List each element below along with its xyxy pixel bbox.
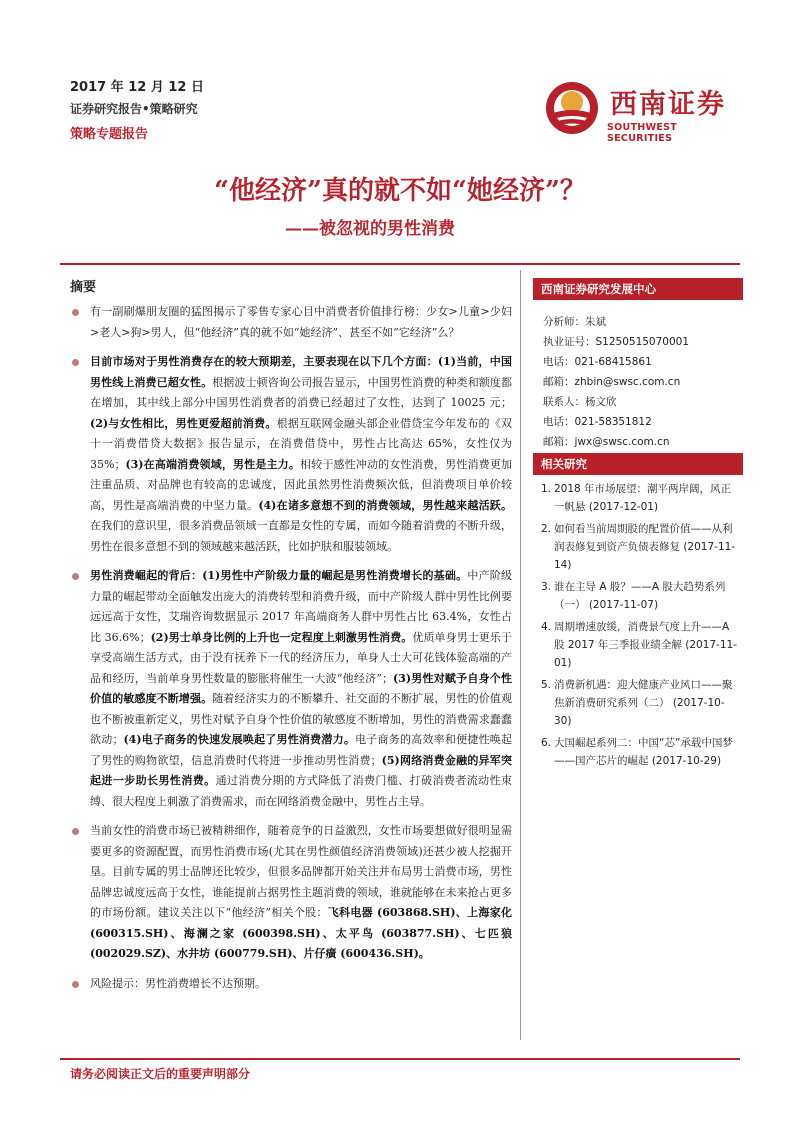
logo-english-name: SOUTHWEST SECURITIES	[607, 122, 678, 144]
paragraph-text: 随着经济实力的不断攀升、社交面的不断扩展，男性的价值观也不断被重新定义，男性对赋予自身个性价值的敏感度不断增加，男性的消费需求蠢蠢欲动；	[90, 692, 513, 746]
paragraph-text: 中产阶级力量的崛起带动全面触发出庞大的消费转型和消费升级，而中产阶级人群中男性比例要远远高于女性，艾瑞咨询数据显示 2017 年高端商务人群中男性占比 63.4%，女性占比 36.6%；	[90, 569, 513, 644]
analyst-phone: 电话：021-68415861	[543, 356, 652, 368]
related-research-list	[541, 480, 741, 774]
report-date: 2017 年 12 月 12 日	[70, 80, 204, 95]
bold-text: 目前市场对于男性消费存在的较大预期差，主要表现在以下几个方面：(1)当前，中国男性线上消费已超女性。	[90, 355, 512, 389]
item-number: 3.	[541, 581, 552, 593]
list-item[interactable]	[541, 676, 741, 730]
analyst-contact	[543, 312, 743, 452]
item-text: 消费新机遇：迎大健康产业风口——聚焦新消费研究系列（二） (2017-10-30)	[554, 679, 733, 727]
bold-text: (3)男性对赋予自身个性价值的敏感度不断增强。	[90, 671, 513, 705]
stock-list: 飞科电器 (603868.SH)、上海家化 (600315.SH)、海澜之家 (600398.SH)、太平鸟 (603877.SH)、七匹狼 (002029.SZ)、水井坊 (600779.SH)、片仔癀 (600436.SH)。	[90, 906, 513, 960]
report-category: 证券研究报告•策略研究	[70, 102, 198, 116]
bold-text: (2)与女性相比，男性更爱超前消费。	[90, 416, 277, 430]
bold-text: (4)在诸多意想不到的消费领域，男性越来越活跃。	[258, 498, 513, 512]
bold-text: (2)男士单身比例的上升也一定程度上刺激男性消费。	[150, 630, 413, 644]
paragraph-text: 当前女性的消费市场已被精耕细作，随着竞争的日益激烈，女性市场要想做好很明显需要更多的资源配置，而男性消费市场(尤其在男性颜值经济消费领域)还甚少被人挖掘开垦。目前专属的男士品牌还比较少，但很多品牌都开始关注并布局男士消费市场，男性品牌忠诚度远高于女性，谁能提前占据男性主题消费的领域，谁就能够在未来抢占更多的市场份额。建议关注以下“他经济”相关个股：	[90, 824, 512, 919]
contact-email[interactable]: 邮箱：jwx@swsc.com.cn	[543, 436, 670, 448]
risk-warning	[70, 974, 512, 995]
item-text: 大国崛起系列二：中国“芯”承载中国梦——国产芯片的崛起 (2017-10-29)	[554, 737, 733, 767]
paragraph-text: 通过消费分期的方式降低了消费门槛、打破消费者流动性束缚、很大程度上刺激了消费需求，而在网络消费金融中，男性占主导。	[90, 774, 513, 808]
report-title: “他经济”真的就不如“她经济”？	[214, 176, 586, 206]
item-text: 谁在主导 A 股？——A 股大趋势系列（一） (2017-11-07)	[554, 581, 726, 611]
paragraph-text: 根据互联网金融头部企业借贷宝今年发布的《双十一消费借贷大数据》报告显示，在消费借贷中，男性占比高达 65%，女性仅为 35%；	[90, 416, 513, 471]
logo-emblem-icon	[544, 80, 600, 136]
header-divider	[60, 263, 740, 265]
paragraph-text: 优质单身男士更乐于享受高端生活方式，由于没有抚养下一代的经济压力，单身人士大可花钱体验高端的产品和经历，当前单身男性数量的膨胀将催生一大波“他经济”；	[90, 630, 512, 685]
item-text: 如何看当前周期股的配置价值——从利润表修复到资产负债表修复 (2017-11-14)	[554, 523, 736, 571]
bold-text: 男性消费崛起的背后：(1)男性中产阶级力量的崛起是男性消费增长的基础。	[90, 569, 468, 582]
abstract-paragraph	[70, 352, 512, 557]
paragraph-text: 在我们的意识里，很多消费品领域一直都是女性的专属，而如今随着消费的不断升级，男性在很多意想不到的领域越来越活跃，比如护肤和服装领域。	[90, 519, 512, 553]
abstract-paragraph	[70, 821, 512, 965]
bold-text: (4)电子商务的快速发展唤起了男性消费潜力。	[123, 733, 356, 746]
research-center-heading: 西南证券研究发展中心	[533, 278, 743, 300]
paragraph-text: 风险提示：男性消费增长不达预期。	[90, 976, 266, 990]
item-number: 2.	[541, 523, 552, 535]
item-number: 4.	[541, 621, 552, 633]
analyst-email[interactable]: 邮箱：zhbin@swsc.com.cn	[543, 376, 681, 388]
report-subtitle: ——被忽视的男性消费	[285, 219, 455, 239]
column-divider	[520, 270, 521, 1040]
paragraph-text: 相较于感性冲动的女性消费，男性消费更加注重品质、对品牌也有较高的忠诚度，因此虽然男性消费频次低，但消费项目单价较高，男性是高端消费的中坚力量。	[90, 457, 513, 512]
footer-disclaimer: 请务必阅读正文后的重要声明部分	[70, 1067, 251, 1081]
item-number: 1.	[541, 483, 552, 495]
bold-text: (3)在高端消费领域，男性是主力。	[125, 457, 301, 471]
list-item[interactable]	[541, 618, 741, 672]
list-item[interactable]	[541, 480, 741, 516]
abstract-paragraph	[70, 302, 512, 343]
abstract-heading: 摘要	[70, 280, 97, 295]
paragraph-text: 有一副刷爆朋友圈的猛图揭示了零售专家心目中消费者价值排行榜：少女>儿童>少妇>老人>狗>男人，但“他经济”真的就不如“她经济”、甚至不如“它经济”么？	[90, 305, 512, 339]
related-research-heading: 相关研究	[533, 453, 743, 475]
logo-chinese-name: 西南证券	[610, 89, 726, 120]
abstract-body	[70, 302, 512, 1003]
list-item[interactable]	[541, 520, 741, 574]
company-logo	[544, 80, 744, 144]
item-text: 2018 年市场展望：潮平两岸阔，风正一帆悬 (2017-12-01)	[554, 483, 732, 513]
paragraph-text: 根据波士顿咨询公司报告显示，中国男性消费的种类和额度都在增加，其中线上部分中国男性消费者的消费已经超过了女性，达到了 10025 元；	[90, 375, 513, 409]
list-item[interactable]	[541, 578, 741, 614]
abstract-paragraph	[70, 566, 512, 812]
contact-name: 联系人：杨文欣	[543, 396, 617, 408]
item-number: 6.	[541, 737, 552, 749]
analyst-name: 分析师：朱斌	[543, 316, 606, 328]
license-number: 执业证号：S1250515070001	[543, 336, 690, 348]
bold-text: (5)网络消费金融的异军突起进一步助长男性消费。	[90, 753, 513, 787]
contact-phone: 电话：021-58351812	[543, 416, 652, 428]
item-text: 周期增速放缓，消费景气度上升——A 股 2017 年三季报业绩全解 (2017-11-01)	[554, 621, 737, 669]
item-number: 5.	[541, 679, 552, 691]
list-item[interactable]	[541, 734, 741, 770]
footer-divider	[60, 1058, 740, 1060]
paragraph-text: 电子商务的高效率和便捷性唤起了男性的购物欲望，信息消费时代将进一步推动男性消费；	[90, 733, 513, 767]
report-subcategory: 策略专题报告	[70, 127, 149, 142]
